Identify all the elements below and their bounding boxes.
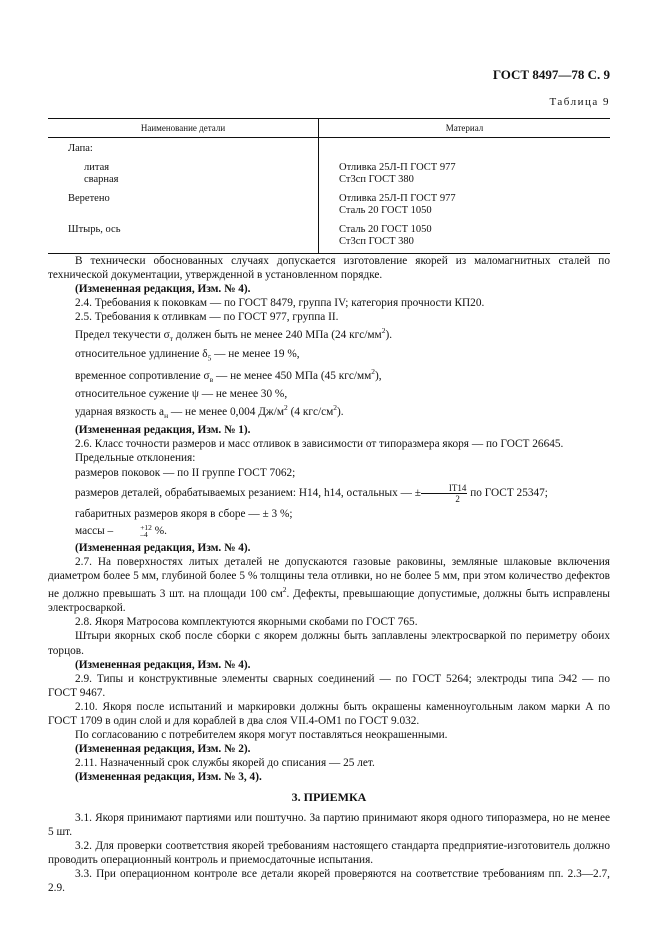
revision-note: (Измененная редакция, Изм. № 3, 4). (75, 771, 262, 784)
clause-3-2: 3.2. Для проверки соответствия якорей требованиям настоящего стандарта предприятие-изготовитель должно проводить операционный контроль и приемосдаточные испытания. (48, 839, 610, 866)
clause-3-1: 3.1. Якоря принимают партиями или поштучно. За партию принимают якоря одного типоразмера, но не менее 5 шт. (48, 811, 610, 838)
clause-2-11: 2.11. Назначенный срок службы якорей до списания — 25 лет. (75, 757, 375, 770)
deviations-heading: Предельные отклонения: (75, 452, 196, 465)
table-cell-material (319, 138, 611, 156)
impact-line: ударная вязкость $a_н$ — не менее 0,004 $Дж/м^2$ (4 кгс/$см^2$). (75, 403, 344, 421)
revision-note: (Измененная редакция, Изм. № 4). (75, 283, 251, 296)
pins-paragraph: Штыри якорных скоб после сборки с якорем должны быть заплавлены электросваркой по периметру обоих торцов. (48, 630, 610, 657)
revision-note: (Измененная редакция, Изм. № 4). (75, 658, 251, 671)
table-cell-material: Ст3сп ГОСТ 380 (319, 236, 611, 253)
table-row (48, 174, 610, 187)
table-row (48, 138, 610, 156)
paragraph: В технически обоснованных случаях допускается изготовление якорей из маломагнитных сталей по технической документации, утвержденной в установленном порядке. (48, 255, 610, 282)
table-cell-material: Ст3сп ГОСТ 380 (339, 174, 414, 185)
col-header-material: Материал (319, 119, 611, 138)
table-row (48, 218, 610, 237)
forgings-line: размеров поковок — по II группе ГОСТ 7062; (75, 466, 296, 479)
tolerance: +12 –4 (140, 523, 152, 540)
section-title: 3. ПРИЕМКА (291, 790, 367, 805)
tensile-line: временное сопротивление $\sigma_в$ — не менее 450 МПа (45 кгс/$мм^2$), (75, 366, 382, 384)
table-label: Таблица 9 (549, 96, 610, 108)
revision-note: (Измененная редакция, Изм. № 1). (75, 424, 251, 437)
table-cell-material: Сталь 20 ГОСТ 1050 (339, 205, 432, 216)
table-row (48, 187, 610, 206)
agreement-paragraph: По согласованию с потребителем якоря могут поставляться неокрашенными. (75, 729, 448, 742)
col-header-part: Наименование детали (48, 119, 319, 138)
clause-2-9: 2.9. Типы и конструктивные элементы сварных соединений — по ГОСТ 5264; электроды типа Э42 — по ГОСТ 9467. (48, 672, 610, 699)
table-cell-part: Штырь, ось (48, 218, 319, 237)
clause-2-5: 2.5. Требования к отливкам — по ГОСТ 977, группа II. (75, 311, 339, 324)
table-row (48, 156, 610, 175)
document-body (48, 254, 610, 895)
overall-dims-line: габаритных размеров якоря в сборе — ± 3 %; (75, 507, 293, 520)
table-cell-part: Лапа: (48, 138, 319, 156)
clause-2-6: 2.6. Класс точности размеров и масс отливок в зависимости от типоразмера якоря — по ГОСТ 26645. (75, 438, 564, 451)
table-cell-material: Сталь 20 ГОСТ 1050 (339, 223, 432, 235)
table-cell-part: литая (84, 161, 110, 173)
elongation-line: относительное удлинение $\delta_5$ — не менее 19 %, (75, 347, 300, 362)
table-cell-material: Отливка 25Л-П ГОСТ 977 (339, 192, 456, 204)
table-cell-material: Отливка 25Л-П ГОСТ 977 (339, 161, 456, 173)
clause-2-8: 2.8. Якоря Матросова комплектуются якорными скобами по ГОСТ 765. (75, 616, 418, 629)
table-cell-part: Веретено (48, 187, 319, 206)
clause-3-3: 3.3. При операционном контроле все детали якорей проверяются на соответствие требованиям пп. 2.3—2.7, 2.9. (48, 867, 610, 895)
table-cell-part: сварная (84, 174, 119, 185)
clause-2-10: 2.10. Якоря после испытаний и маркировки должны быть окрашены каменноугольным лаком марки А по ГОСТ 1709 в один слой и для кораблей в два слоя VII.4-ОМ1 по ГОСТ 9.032. (48, 700, 610, 727)
clause-2-7: 2.7. На поверхностях литых деталей не допускаются газовые раковины, земляные шлаковые включения диаметром более 5 мм, глубиной более 5 % толщины тела отливки, но не более 5 мм, при этом количество дефектов не должно превышать 3 шт. на площади 100 $см^2$. Дефекты, превышающие допустимые, должны быть исправлены электросваркой. (48, 556, 610, 615)
table-cell-part (48, 205, 319, 218)
yield-strength-line: Предел текучести $\sigma_т$ должен быть не менее 240 МПа (24 кгс/$мм^2$). (75, 326, 393, 344)
table-cell-part (48, 236, 319, 253)
mass-line: массы – +12 –4 %. (75, 523, 167, 540)
table-row (48, 236, 610, 253)
fraction: $\frac{IT14}{2}$ (421, 483, 468, 504)
cutting-line: размеров деталей, обрабатываемых резанием: H14, h14, остальных — ± $\frac{IT14}{2}$ по ГОСТ 25347; (75, 482, 548, 504)
page-header: ГОСТ 8497—78 С. 9 (492, 67, 610, 82)
revision-note: (Измененная редакция, Изм. № 4). (75, 542, 251, 555)
contraction-line: относительное сужение ψ — не менее 30 %, (75, 388, 288, 401)
revision-note: (Измененная редакция, Изм. № 2). (75, 743, 251, 756)
materials-table (48, 118, 610, 254)
clause-2-4: 2.4. Требования к поковкам — по ГОСТ 8479, группа IV; категория прочности КП20. (75, 297, 485, 310)
table-row (48, 205, 610, 218)
